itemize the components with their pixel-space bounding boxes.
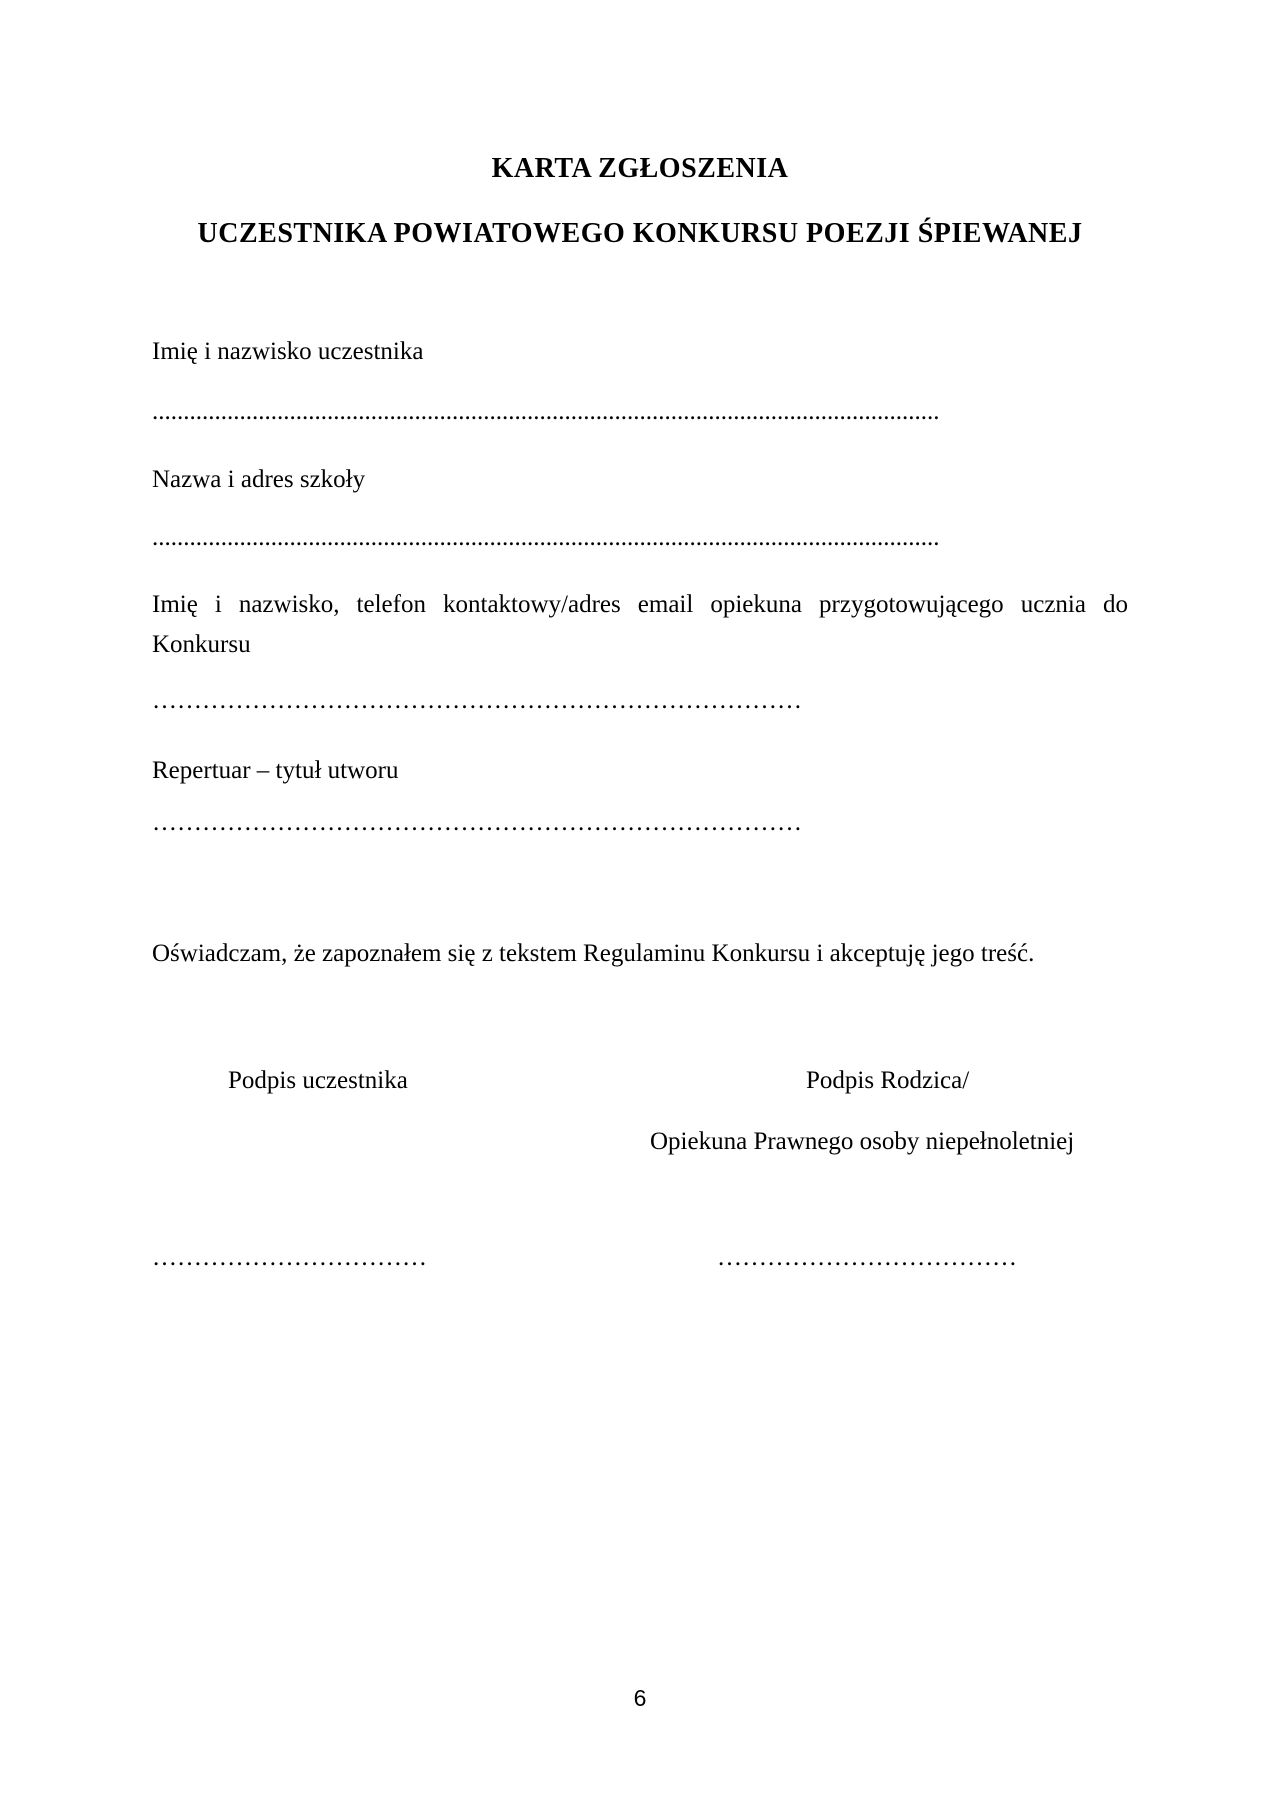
repertoire-label: Repertuar – tytuł utworu (152, 757, 399, 784)
participant-signature-blank-line: …………………………… (152, 1244, 427, 1271)
repertoire-blank-line: …………………………………………………………………… (152, 809, 802, 836)
participant-signature-label: Podpis uczestnika (228, 1067, 408, 1094)
parent-signature-label-line2: Opiekuna Prawnego osoby niepełnoletniej (650, 1128, 1075, 1155)
tutor-contact-label-line2: Konkursu (152, 631, 251, 658)
tutor-contact-label-line1: Imię i nazwisko, telefon kontaktowy/adres email opiekuna przygotowującego ucznia do (152, 591, 1128, 618)
tutor-contact-blank-line: …………………………………………………………………… (152, 687, 802, 714)
document-subtitle: UCZESTNIKA POWIATOWEGO KONKURSU POEZJI ŚPIEWANEJ (197, 218, 1083, 249)
tutor-contact-label (152, 585, 1128, 665)
school-name-label: Nazwa i adres szkoły (152, 466, 366, 493)
participant-name-label: Imię i nazwisko uczestnika (152, 338, 424, 365)
parent-signature-label-line1: Podpis Rodzica/ (806, 1067, 970, 1094)
participant-name-blank-line: .............................................................................................................................. (152, 398, 940, 425)
parent-signature-blank-line: ……………………………… (717, 1244, 1017, 1271)
page-number: 6 (633, 1685, 647, 1711)
declaration-statement: Oświadczam, że zapoznałem się z tekstem Regulaminu Konkursu i akceptuję jego treść. (152, 940, 1035, 967)
school-name-blank-line: .............................................................................................................................. (152, 524, 940, 551)
document-title: KARTA ZGŁOSZENIA (491, 153, 789, 184)
